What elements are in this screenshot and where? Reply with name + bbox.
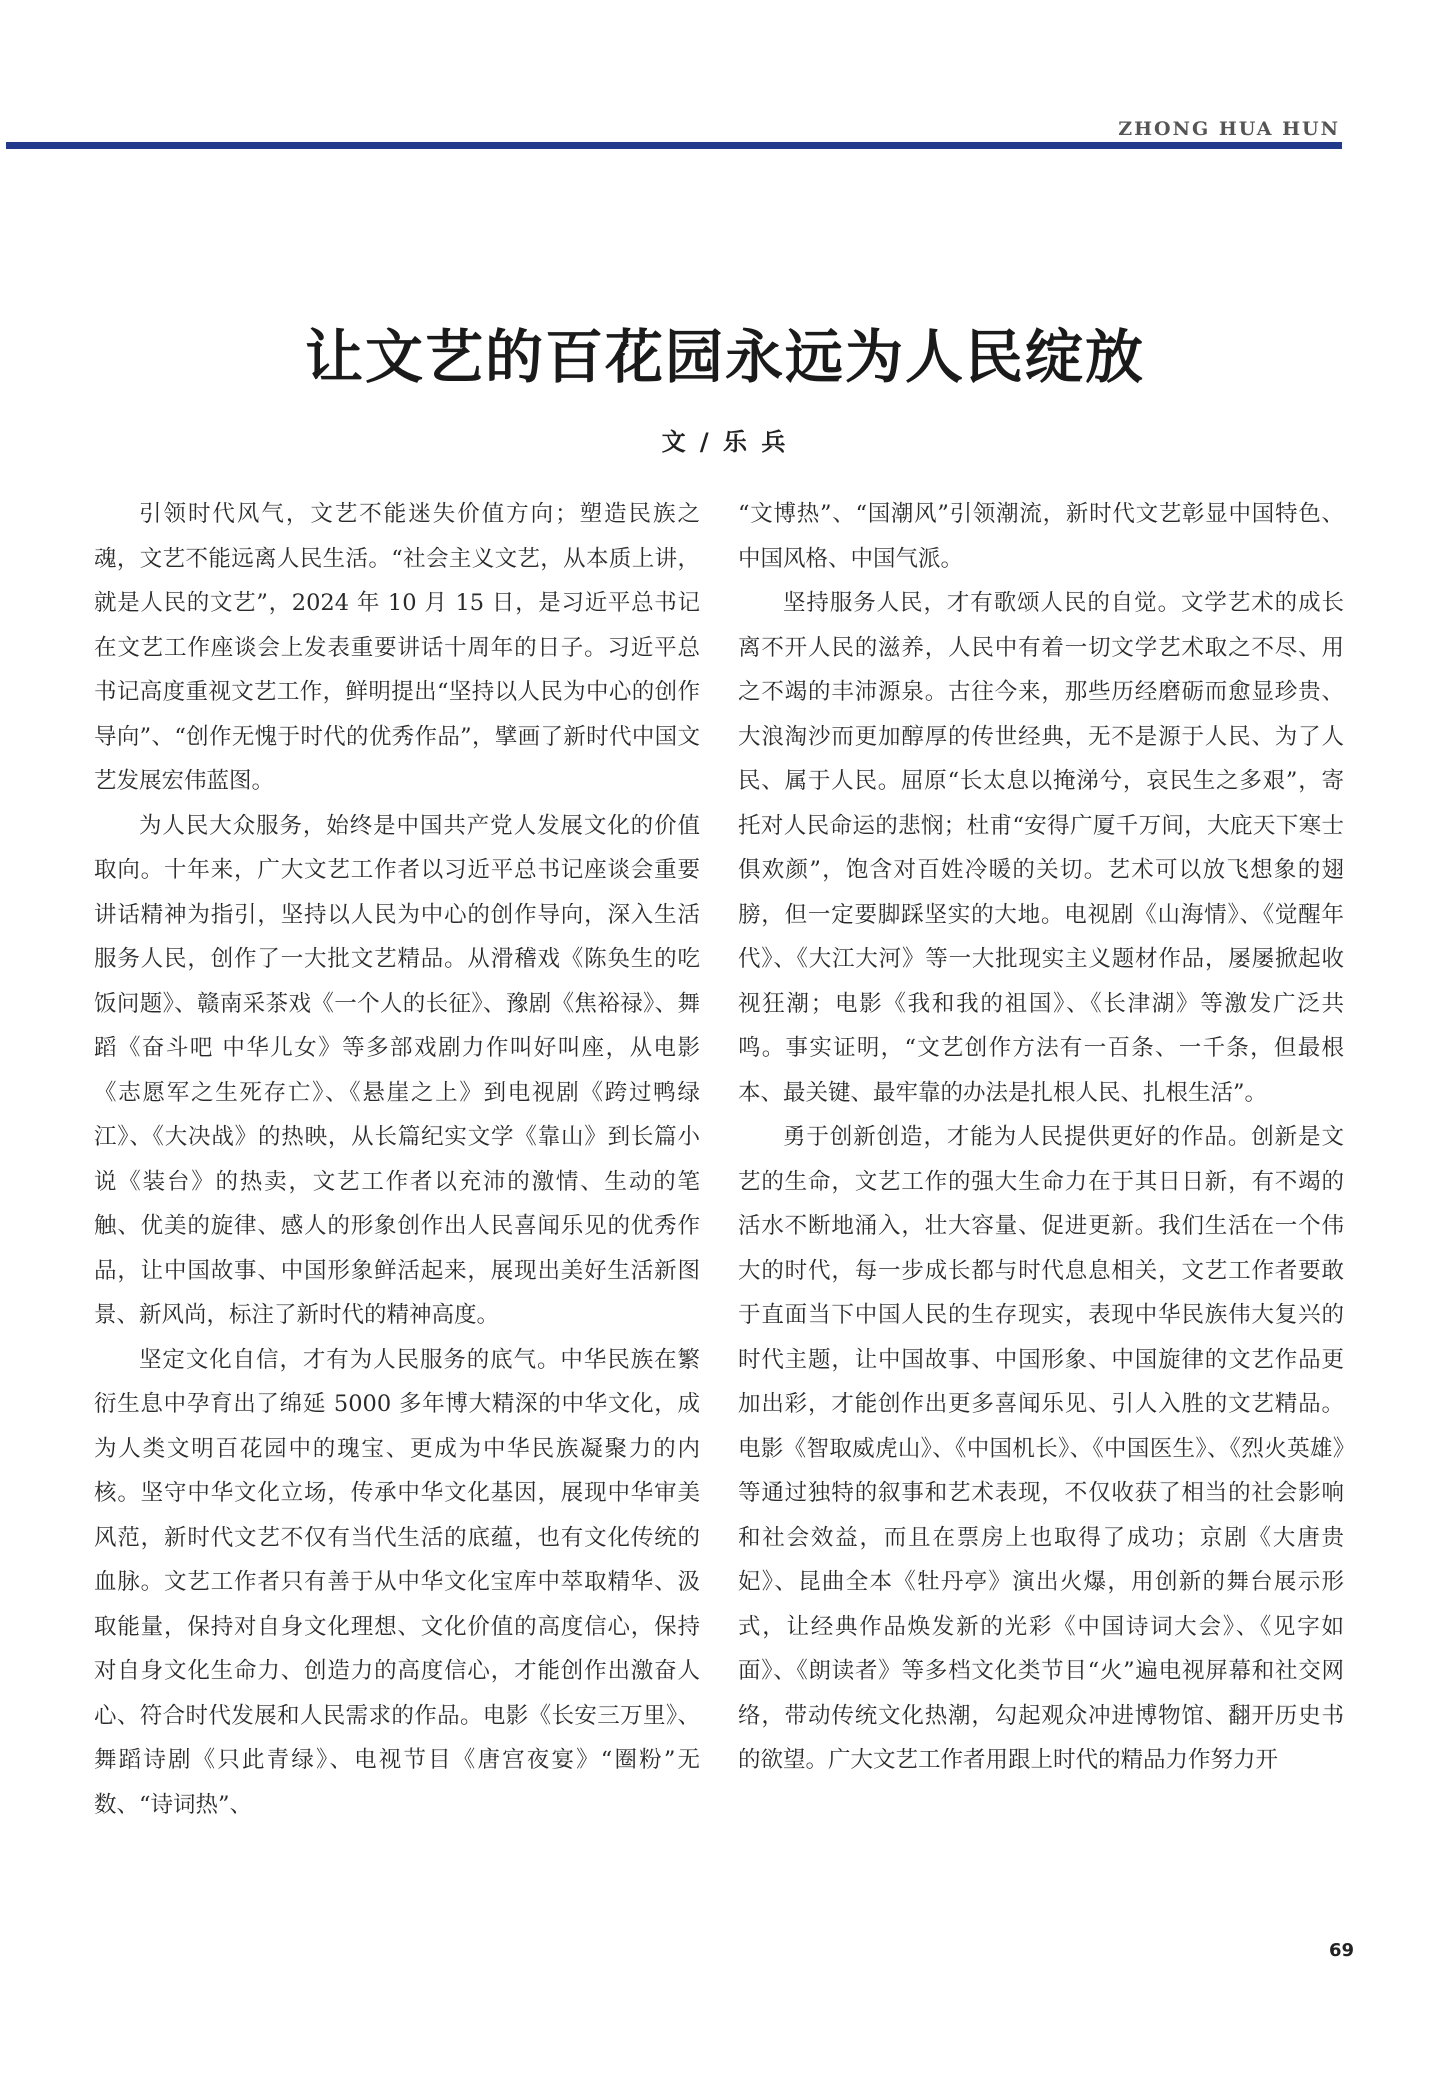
header-rule bbox=[6, 142, 1342, 149]
paragraph: 坚持服务人民，才有歌颂人民的自觉。文学艺术的成长离不开人民的滋养，人民中有着一切文学艺术取之不尽、用之不竭的丰沛源泉。古往今来，那些历经磨砺而愈显珍贵、大浪淘沙而更加醇厚的传世经典，无不是源于人民、为了人民、属于人民。屈原“长太息以掩涕兮，哀民生之多艰”，寄托对人民命运的悲悯；杜甫“安得广厦千万间，大庇天下寒士俱欢颜”，饱含对百姓冷暖的关切。艺术可以放飞想象的翅膀，但一定要脚踩坚实的大地。电视剧《山海情》、《觉醒年代》、《大江大河》等一大批现实主义题材作品，屡屡掀起收视狂潮；电影《我和我的祖国》、《长津湖》等激发广泛共鸣。事实证明，“文艺创作方法有一百条、一千条，但最根本、最关键、最牢靠的办法是扎根人民、扎根生活”。 bbox=[738, 590, 1344, 1106]
paragraph: 为人民大众服务，始终是中国共产党人发展文化的价值取向。十年来，广大文艺工作者以习近平总书记座谈会重要讲话精神为指引，坚持以人民为中心的创作导向，深入生活服务人民，创作了一大批文艺精品。从滑稽戏《陈奂生的吃饭问题》、赣南采茶戏《一个人的长征》、豫剧《焦裕禄》、舞蹈《奋斗吧 中华儿女》等多部戏剧力作叫好叫座，从电影《志愿军之生死存亡》、《悬崖之上》到电视剧《跨过鸭绿江》、《大决战》的热映，从长篇纪实文学《靠山》到长篇小说《装台》的热卖，文艺工作者以充沛的激情、生动的笔触、优美的旋律、感人的形象创作出人民喜闻乐见的优秀作品，让中国故事、中国形象鲜活起来，展现出美好生活新图景、新风尚，标注了新时代的精神高度。 bbox=[94, 812, 700, 1328]
paragraph: 勇于创新创造，才能为人民提供更好的作品。创新是文艺的生命，文艺工作的强大生命力在于其日日新，有不竭的活水不断地涌入，壮大容量、促进更新。我们生活在一个伟大的时代，每一步成长都与时代息息相关，文艺工作者要敢于直面当下中国人民的生存现实，表现中华民族伟大复兴的时代主题，让中国故事、中国形象、中国旋律的文艺作品更加出彩，才能创作出更多喜闻乐见、引人入胜的文艺精品。电影《智取威虎山》、《中国机长》、《中国医生》、《烈火英雄》等通过独特的叙事和艺术表现，不仅收获了相当的社会影响和社会效益，而且在票房上也取得了成功；京剧《大唐贵妃》、昆曲全本《牡丹亭》演出火爆，用创新的舞台展示形式，让经典作品焕发新的光彩《中国诗词大会》、《见字如面》、《朗读者》等多档文化类节目“火”遍电视屏幕和社交网络，带动传统文化热潮，勾起观众冲进博物馆、翻开历史书的欲望。广大文艺工作者用跟上时代的精品力作努力开 bbox=[738, 1124, 1344, 1773]
paragraph: 坚定文化自信，才有为人民服务的底气。中华民族在繁衍生息中孕育出了绵延 5000 多年博大精深的中华文化，成为人类文明百花园中的瑰宝、更成为中华民族凝聚力的内核。坚守中华文化立场，传承中华文化基因，展现中华审美风范，新时代文艺不仅有当代生活的底蕴，也有文化传统的血脉。文艺工作者只有善于从中华文化宝库中萃取精华、汲取能量，保持对自身文化理想、文化价值的高度信心，保持对自身文化生命力、创造力的高度信心，才能创作出激奋人心、符合时代发展和人民需求的作品。电影《长安三万里》、舞蹈诗剧《只此青绿》、电视节目《唐宫夜宴》“圈粉”无数、“诗词热”、 bbox=[94, 1346, 700, 1818]
right-column bbox=[738, 492, 1344, 1783]
left-column bbox=[94, 492, 700, 1827]
article-title: 让文艺的百花园永远为人民绽放 bbox=[304, 323, 1145, 391]
page-number: 69 bbox=[1328, 1940, 1354, 1961]
article-byline: 文 / 乐 兵 bbox=[661, 428, 789, 456]
paragraph: 引领时代风气，文艺不能迷失价值方向；塑造民族之魂，文艺不能远离人民生活。“社会主义文艺，从本质上讲，就是人民的文艺”，2024 年 10 月 15 日，是习近平总书记在文艺工作座谈会上发表重要讲话十周年的日子。习近平总书记高度重视文艺工作，鲜明提出“坚持以人民为中心的创作导向”、“创作无愧于时代的优秀作品”，擘画了新时代中国文艺发展宏伟蓝图。 bbox=[94, 501, 700, 794]
magazine-brand: ZHONG HUA HUN bbox=[1118, 118, 1340, 140]
paragraph-continuation: “文博热”、“国潮风”引领潮流，新时代文艺彰显中国特色、中国风格、中国气派。 bbox=[738, 501, 1344, 572]
